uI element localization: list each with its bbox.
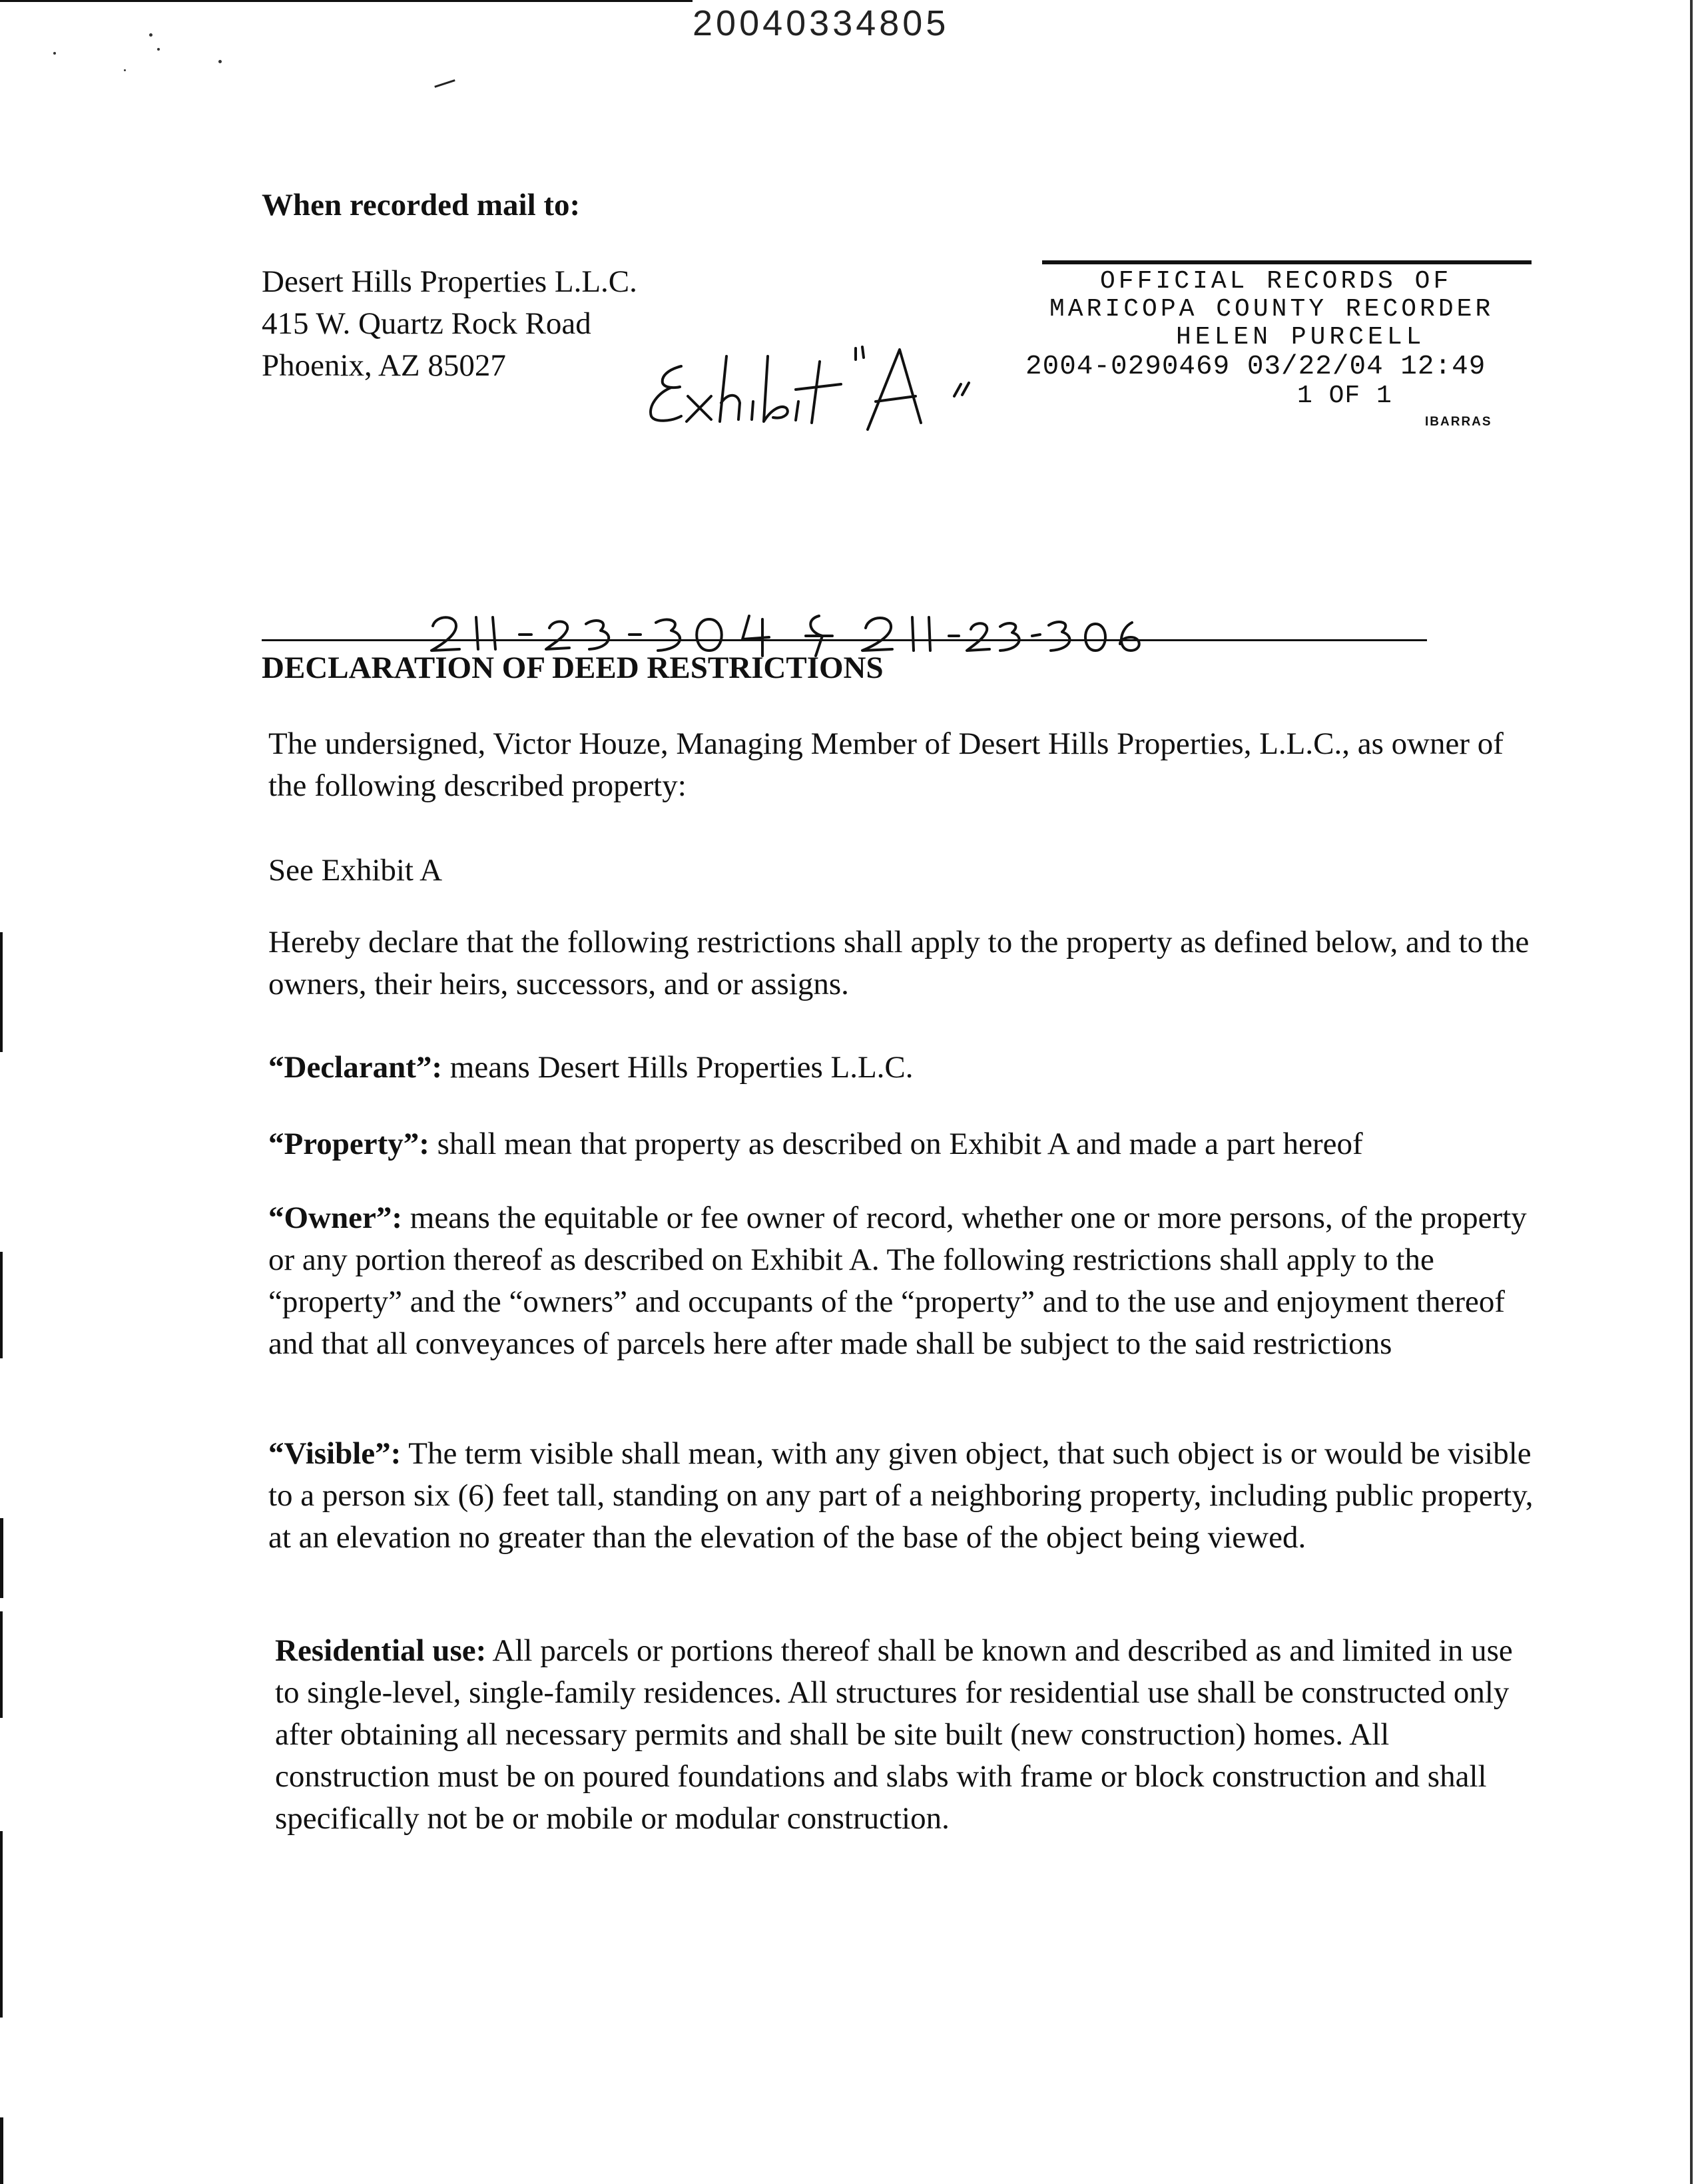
definition-term: “Property”: [268,1127,429,1161]
definition-term: “Owner”: [268,1201,403,1235]
definition-owner [268,1197,1534,1365]
stamp-line: HELEN PURCELL [1176,323,1426,352]
mail-to-address [262,261,637,387]
scan-edge-mark [0,1518,3,1598]
stamp-line: MARICOPA COUNTY RECORDER [1049,295,1494,324]
definition-declarant [268,1047,1534,1089]
stamp-line: OFFICIAL RECORDS OF [1100,267,1452,296]
scan-speck [157,48,160,51]
address-line: Desert Hills Properties L.L.C. [262,264,637,299]
mail-to-heading: When recorded mail to: [262,188,581,222]
stamp-recording-number: 2004-0290469 03/22/04 12:49 [1025,352,1486,382]
scan-speck [53,52,56,55]
title-rule [262,639,1427,641]
definition-text: shall mean that property as described on Exhibit A and made a part hereof [429,1127,1363,1161]
declaration-title: DECLARATION OF DEED RESTRICTIONS [262,651,884,685]
definition-property [268,1123,1534,1165]
address-line: Phoenix, AZ 85027 [262,348,506,383]
paragraph-hereby-declare: Hereby declare that the following restrictions shall apply to the property as defined below, and to the owners, their heirs, successors, and or assigns. [268,925,1530,1001]
scan-edge-mark [1690,0,1693,2184]
definition-text: All parcels or portions thereof shall be known and described as and limited in use to single-level, single-family residences. All structures for residential use shall be constructed only after obtaining all necessary permits and shall be site built (new construction) homes. All construction must be on poured foundations and slabs with frame or block construction and shall specifically not be or mobile or modular construction. [275,1633,1513,1836]
recorder-stamp [1025,268,1571,430]
definition-text: The term visible shall mean, with any given object, that such object is or would be visible to a person six (6) feet tall, standing on any part of a neighboring property, including public property, at an elevation no greater than the elevation of the base of the object being viewed. [268,1436,1534,1555]
handwritten-exhibit-note [641,330,1041,443]
stamp-clerk: IBARRAS [1425,415,1492,429]
top-rule [0,0,693,2]
definition-term: Residential use: [275,1633,487,1668]
scan-edge-mark [0,1252,3,1358]
stamp-rule [1042,260,1532,264]
definition-term: “Declarant”: [268,1050,443,1085]
address-line: 415 W. Quartz Rock Road [262,306,591,341]
definition-term: “Visible”: [268,1436,402,1471]
scan-edge-mark [0,1611,3,1718]
definition-residential-use [275,1630,1540,1840]
definition-visible [268,1433,1534,1559]
stamp-page-count: 1 OF 1 [1297,382,1392,410]
paragraph-see-exhibit: See Exhibit A [268,853,443,888]
definition-text: means the equitable or fee owner of record, whether one or more persons, of the property or any portion thereof as described on Exhibit A. The following restrictions shall apply to the “property” and the “owners” and occupants of the “property” and to the use and enjoyment thereof and that all conveyances of parcels here after made shall be subject to the said restrictions [268,1201,1527,1361]
scan-edge-mark [0,2117,3,2184]
paragraph-undersigned: The undersigned, Victor Houze, Managing Member of Desert Hills Properties, L.L.C., as owner of the following described property: [268,726,1504,803]
scan-edge-mark [0,1831,3,2018]
scan-speck [124,69,126,71]
scan-edge-mark [0,932,3,1052]
scan-speck [218,60,222,63]
scan-mark [434,79,455,88]
definition-text: means Desert Hills Properties L.L.C. [442,1050,914,1085]
scan-speck [149,33,152,37]
document-number: 20040334805 [693,3,950,43]
